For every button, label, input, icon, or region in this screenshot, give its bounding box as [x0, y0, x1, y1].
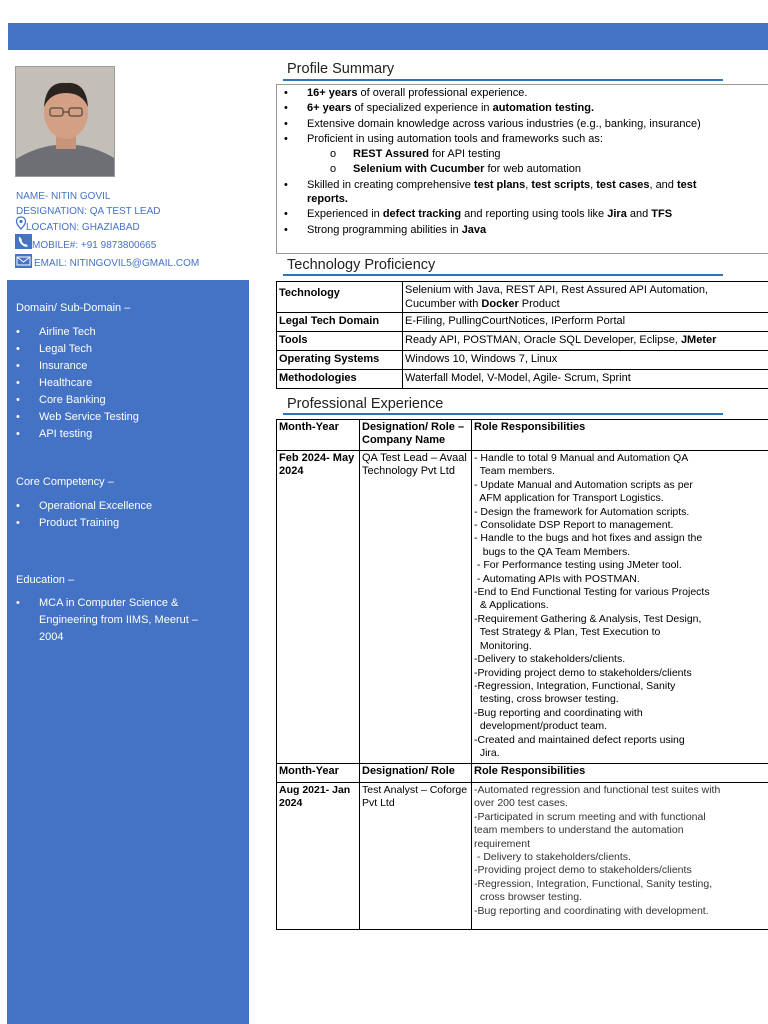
responsibility-line: Jira. [474, 746, 500, 759]
contact-email: EMAIL: NITINGOVIL5@GMAIL.COM [34, 258, 200, 269]
table-row: Tools Ready API, POSTMAN, Oracle SQL Developer, Eclipse, JMeter [277, 332, 768, 351]
responsibility-line: -Automated regression and functional test suites with [474, 784, 721, 796]
contact-mobile: MOBILE#: +91 9873800665 [32, 240, 157, 251]
list-item: • API testing [16, 426, 139, 443]
table-row: Aug 2021- Jan 2024 Test Analyst – Coforge Pvt Ltd -Automated regression and functional test suites with over 200 test cases. -Participated in scrum meeting and with functional team members to understand the automation requirement - Delivery to stakeholders/clients. -Providing project demo to stakeholders/clients -Regression, Integration, Functional, Sanity testing, cross browser testing. -Bug reporting and coordinating with development. [277, 783, 768, 930]
domain-list [16, 324, 139, 443]
responsibility-line: Test Strategy & Plan, Test Execution to [474, 626, 661, 639]
header-bar [8, 23, 768, 50]
experience-table [276, 419, 768, 930]
responsibility-line: requirement [474, 837, 531, 850]
list-item: • Operational Excellence [16, 498, 152, 515]
section-divider [283, 79, 723, 81]
list-item: • Insurance [16, 358, 139, 375]
responsibility-line: -Bug reporting and coordinating with development. [474, 904, 709, 917]
experience-title: Professional Experience [287, 396, 444, 412]
tech-proficiency-title: Technology Proficiency [287, 257, 436, 273]
responsibility-line: -Bug reporting and coordinating with [474, 706, 643, 719]
list-item: • Airline Tech [16, 324, 139, 341]
responsibility-line: & Applications. [474, 599, 549, 612]
responsibility-line: - Update Manual and Automation scripts as per [474, 478, 693, 491]
profile-summary-box: • 16+ years of overall professional experience. • 6+ years of specialized experience in automation testing. • Extensive domain knowledge across various industries (e.g., banking, insurance) • Proficient in using automation tools and frameworks such as: o REST Assured for API testing o Selenium with Cucumber for web automation • Skilled in creating comprehensive test plans, test scripts, test cases, and test reports. • Experienced in defect tracking and reporting using tools like Jira and TFS • Strong programming abilities in Java [276, 84, 768, 254]
responsibility-line: - Consolidate DSP Report to management. [474, 519, 674, 532]
responsibility-line: -Created and maintained defect reports using [474, 733, 685, 746]
list-item: • Healthcare [16, 375, 139, 392]
contact-location: LOCATION: GHAZIABAD [26, 222, 140, 233]
list-item: • Legal Tech [16, 341, 139, 358]
responsibility-line: - Handle to the bugs and hot fixes and assign the [474, 532, 703, 545]
responsibility-line: development/product team. [474, 720, 608, 733]
responsibility-line: -Providing project demo to stakeholders/clients [474, 864, 692, 877]
table-header-row: Month-Year Designation/ Role – Company Name Role Responsibilities [277, 420, 768, 451]
table-row: Technology Selenium with Java, REST API, Rest Assured API Automation, Cucumber with Docker Product [277, 282, 768, 313]
responsibility-line: -Regression, Integration, Functional, Sanity testing, [474, 877, 713, 890]
responsibility-line: - For Performance testing using JMeter tool. [474, 559, 682, 572]
responsibility-line: -End to End Functional Testing for various Projects [474, 586, 710, 599]
profile-summary-title: Profile Summary [287, 61, 395, 77]
responsibility-line: testing, cross browser testing. [474, 693, 619, 706]
phone-icon [15, 234, 32, 249]
domain-heading: Domain/ Sub-Domain – [16, 302, 131, 314]
table-header-row: Month-Year Designation/ Role Role Responsibilities [277, 764, 768, 783]
profile-photo [15, 66, 115, 177]
responsibility-line: cross browser testing. [474, 891, 582, 904]
responsibility-line: Monitoring. [474, 639, 532, 652]
responsibility-line: - Handle to total 9 Manual and Automation QA [474, 452, 689, 464]
education-heading: Education – [16, 574, 75, 586]
responsibilities-cell [472, 783, 768, 930]
responsibilities-cell [472, 451, 768, 764]
responsibility-line: - Delivery to stakeholders/clients. [474, 851, 631, 864]
table-row: Feb 2024- May 2024 QA Test Lead – Avaal Technology Pvt Ltd - Handle to total 9 Manual and Automation QA Team members. - Update Manual and Automation scripts as per AFM application for Transport Logistics. - Design the framework for Automation scripts. - Consolidate DSP Report to management. - Handle to the bugs and hot fixes and assign the bugs to the QA Team Members. - For Performance testing using JMeter tool. - Automating APIs with POSTMAN. -End to End Functional Testing for various Projects & Applications. -Requirement Gathering & Analysis, Test Design, Test Strategy & Plan, Test Execution to Monitoring. -Delivery to stakeholders/clients. -Providing project demo to stakeholders/clients -Regression, Integration, Functional, Sanity testing, cross browser testing. -Bug reporting and coordinating with development/product team. -Created and maintained defect reports using Jira. [277, 451, 768, 764]
responsibility-line: AFM application for Transport Logistics. [474, 492, 664, 505]
responsibility-line: - Design the framework for Automation scripts. [474, 505, 690, 518]
tech-table [276, 281, 768, 389]
responsibility-line: bugs to the QA Team Members. [474, 545, 631, 558]
responsibility-line: team members to understand the automation [474, 824, 684, 837]
competency-heading: Core Competency – [16, 476, 114, 488]
list-item: • MCA in Computer Science & Engineering from IIMS, Meerut – 2004 [16, 595, 198, 646]
section-divider [283, 413, 723, 415]
responsibility-line: over 200 test cases. [474, 797, 568, 810]
responsibility-line: -Regression, Integration, Functional, Sanity [474, 679, 676, 692]
responsibility-line: Team members. [474, 465, 555, 478]
responsibility-line: -Requirement Gathering & Analysis, Test Design, [474, 612, 702, 625]
responsibility-line: -Participated in scrum meeting and with functional [474, 810, 706, 823]
list-item: • Core Banking [16, 392, 139, 409]
section-divider [283, 274, 723, 276]
responsibility-line: - Automating APIs with POSTMAN. [474, 572, 640, 585]
table-row: Operating Systems Windows 10, Windows 7, Linux [277, 351, 768, 370]
contact-designation: DESIGNATION: QA TEST LEAD [16, 206, 161, 217]
email-icon [15, 254, 32, 268]
table-row: Methodologies Waterfall Model, V-Model, Agile- Scrum, Sprint [277, 370, 768, 389]
table-row: Legal Tech Domain E-Filing, PullingCourtNotices, IPerform Portal [277, 313, 768, 332]
responsibility-line: -Providing project demo to stakeholders/clients [474, 666, 692, 679]
competency-list [16, 498, 152, 532]
responsibility-line: -Delivery to stakeholders/clients. [474, 653, 626, 666]
list-item: • Product Training [16, 515, 152, 532]
education-list [16, 595, 198, 646]
list-item: • Web Service Testing [16, 409, 139, 426]
contact-name: NAME- NITIN GOVIL [16, 191, 111, 202]
